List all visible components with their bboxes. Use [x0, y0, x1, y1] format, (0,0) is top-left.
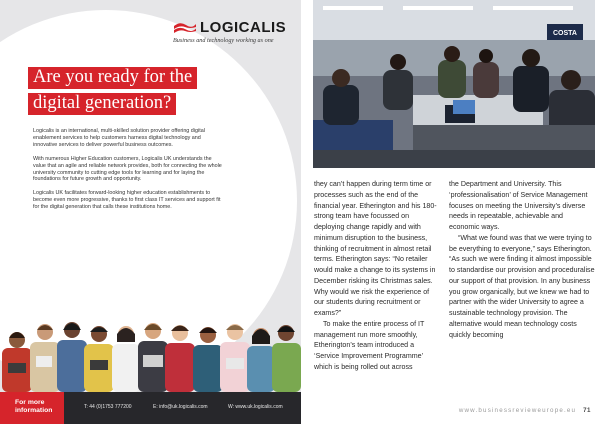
- magazine-url[interactable]: www.businessrevieweurope.eu: [458, 407, 577, 414]
- email-address[interactable]: E: info@uk.logicalis.com: [153, 404, 208, 410]
- logicalis-logo: [173, 19, 293, 44]
- article-paragraph: the Department and University. This ‘professionalisation’ of Service Management focuses on meeting the University’s diverse needs in repeatable, achievable and economic ways.: [449, 180, 588, 231]
- article-paragraph: they can’t happen during term time or processes such as the end of the financial year. Etherington and his 180-strong team have focussed on deploying change rapidly and with minimum disruption to the business, thinking of recruitment in almost retail terms. Etherington says: “No retailer would make a change to its systems in December risking its Christmas sales. Why would we risk the experience of our students during recruitment or exams?”: [314, 180, 437, 317]
- costa-sign: COSTA: [553, 30, 577, 37]
- student-figure: [247, 328, 275, 392]
- phone-number: T: 44 (0)1753 777200: [84, 404, 132, 410]
- headline-line-2: digital generation?: [28, 93, 176, 115]
- advert-paragraph: With numerous Higher Education customers, Logicalis UK understands the value that an agile and reliable network provides, both for connecting the whole university community to cutting edge tools for learning and for laying the foundations for future growth and opportunity.: [33, 155, 222, 183]
- logicalis-wave-icon: [173, 21, 197, 35]
- student-figure: [112, 326, 140, 392]
- article-page: [309, 0, 600, 424]
- student-figure: [57, 322, 87, 392]
- article-column-2: [449, 179, 595, 340]
- student-figure: [84, 326, 114, 392]
- advert-body: [33, 128, 225, 218]
- headline-line-1: Are you ready for the: [28, 67, 197, 89]
- more-information-box[interactable]: [0, 392, 64, 424]
- student-figure: [2, 332, 32, 392]
- more-info-line: For more: [15, 399, 45, 406]
- page-folio: [459, 407, 591, 414]
- student-figure: [30, 324, 60, 392]
- article-paragraph: “What we found was that we were trying to be everything to everyone,” says Etherington. “As such we were finding it almost impossible to standardise our provision and proceduralise our support of that provision. In any business you grow organically, but we knew we had to partner with the wider University to agree a sustainable technology provision. The alternative would mean technology costs quickly becoming: [449, 233, 595, 339]
- student-figure: [220, 324, 250, 392]
- advert-paragraph: Logicalis is an international, multi-skilled solution provider offering digital enablement services to help customers harness digital technology and innovative services to deliver powerful business outcomes.: [33, 128, 205, 148]
- student-figure: [272, 325, 301, 392]
- more-info-line: information: [15, 406, 53, 414]
- student-figure: [193, 327, 223, 392]
- advert-footer: [0, 392, 301, 424]
- students-cafe-photo: [313, 0, 595, 168]
- website-url[interactable]: W: www.uk.logicalis.com: [228, 404, 283, 410]
- article-paragraph: To make the entire process of IT management run more smoothly, Etherington’s team introduced a ‘Service Improvement Programme’ which is being rolled out across: [314, 319, 425, 371]
- students-group-photo: [0, 308, 301, 392]
- advert-headline: [28, 67, 238, 119]
- student-figure: [138, 323, 168, 392]
- article-column-1: [314, 179, 440, 373]
- brand-name: LOGICALIS: [200, 19, 287, 36]
- advert-paragraph: Logicalis UK facilitates forward-looking higher education establishments to become even more progressive, thanks to first class IT services and support fit for the digital generation that calls these institutions home.: [33, 190, 221, 211]
- student-figure: [165, 325, 195, 392]
- page-number: 71: [583, 407, 591, 414]
- brand-tagline: Business and technology working as one: [173, 37, 274, 44]
